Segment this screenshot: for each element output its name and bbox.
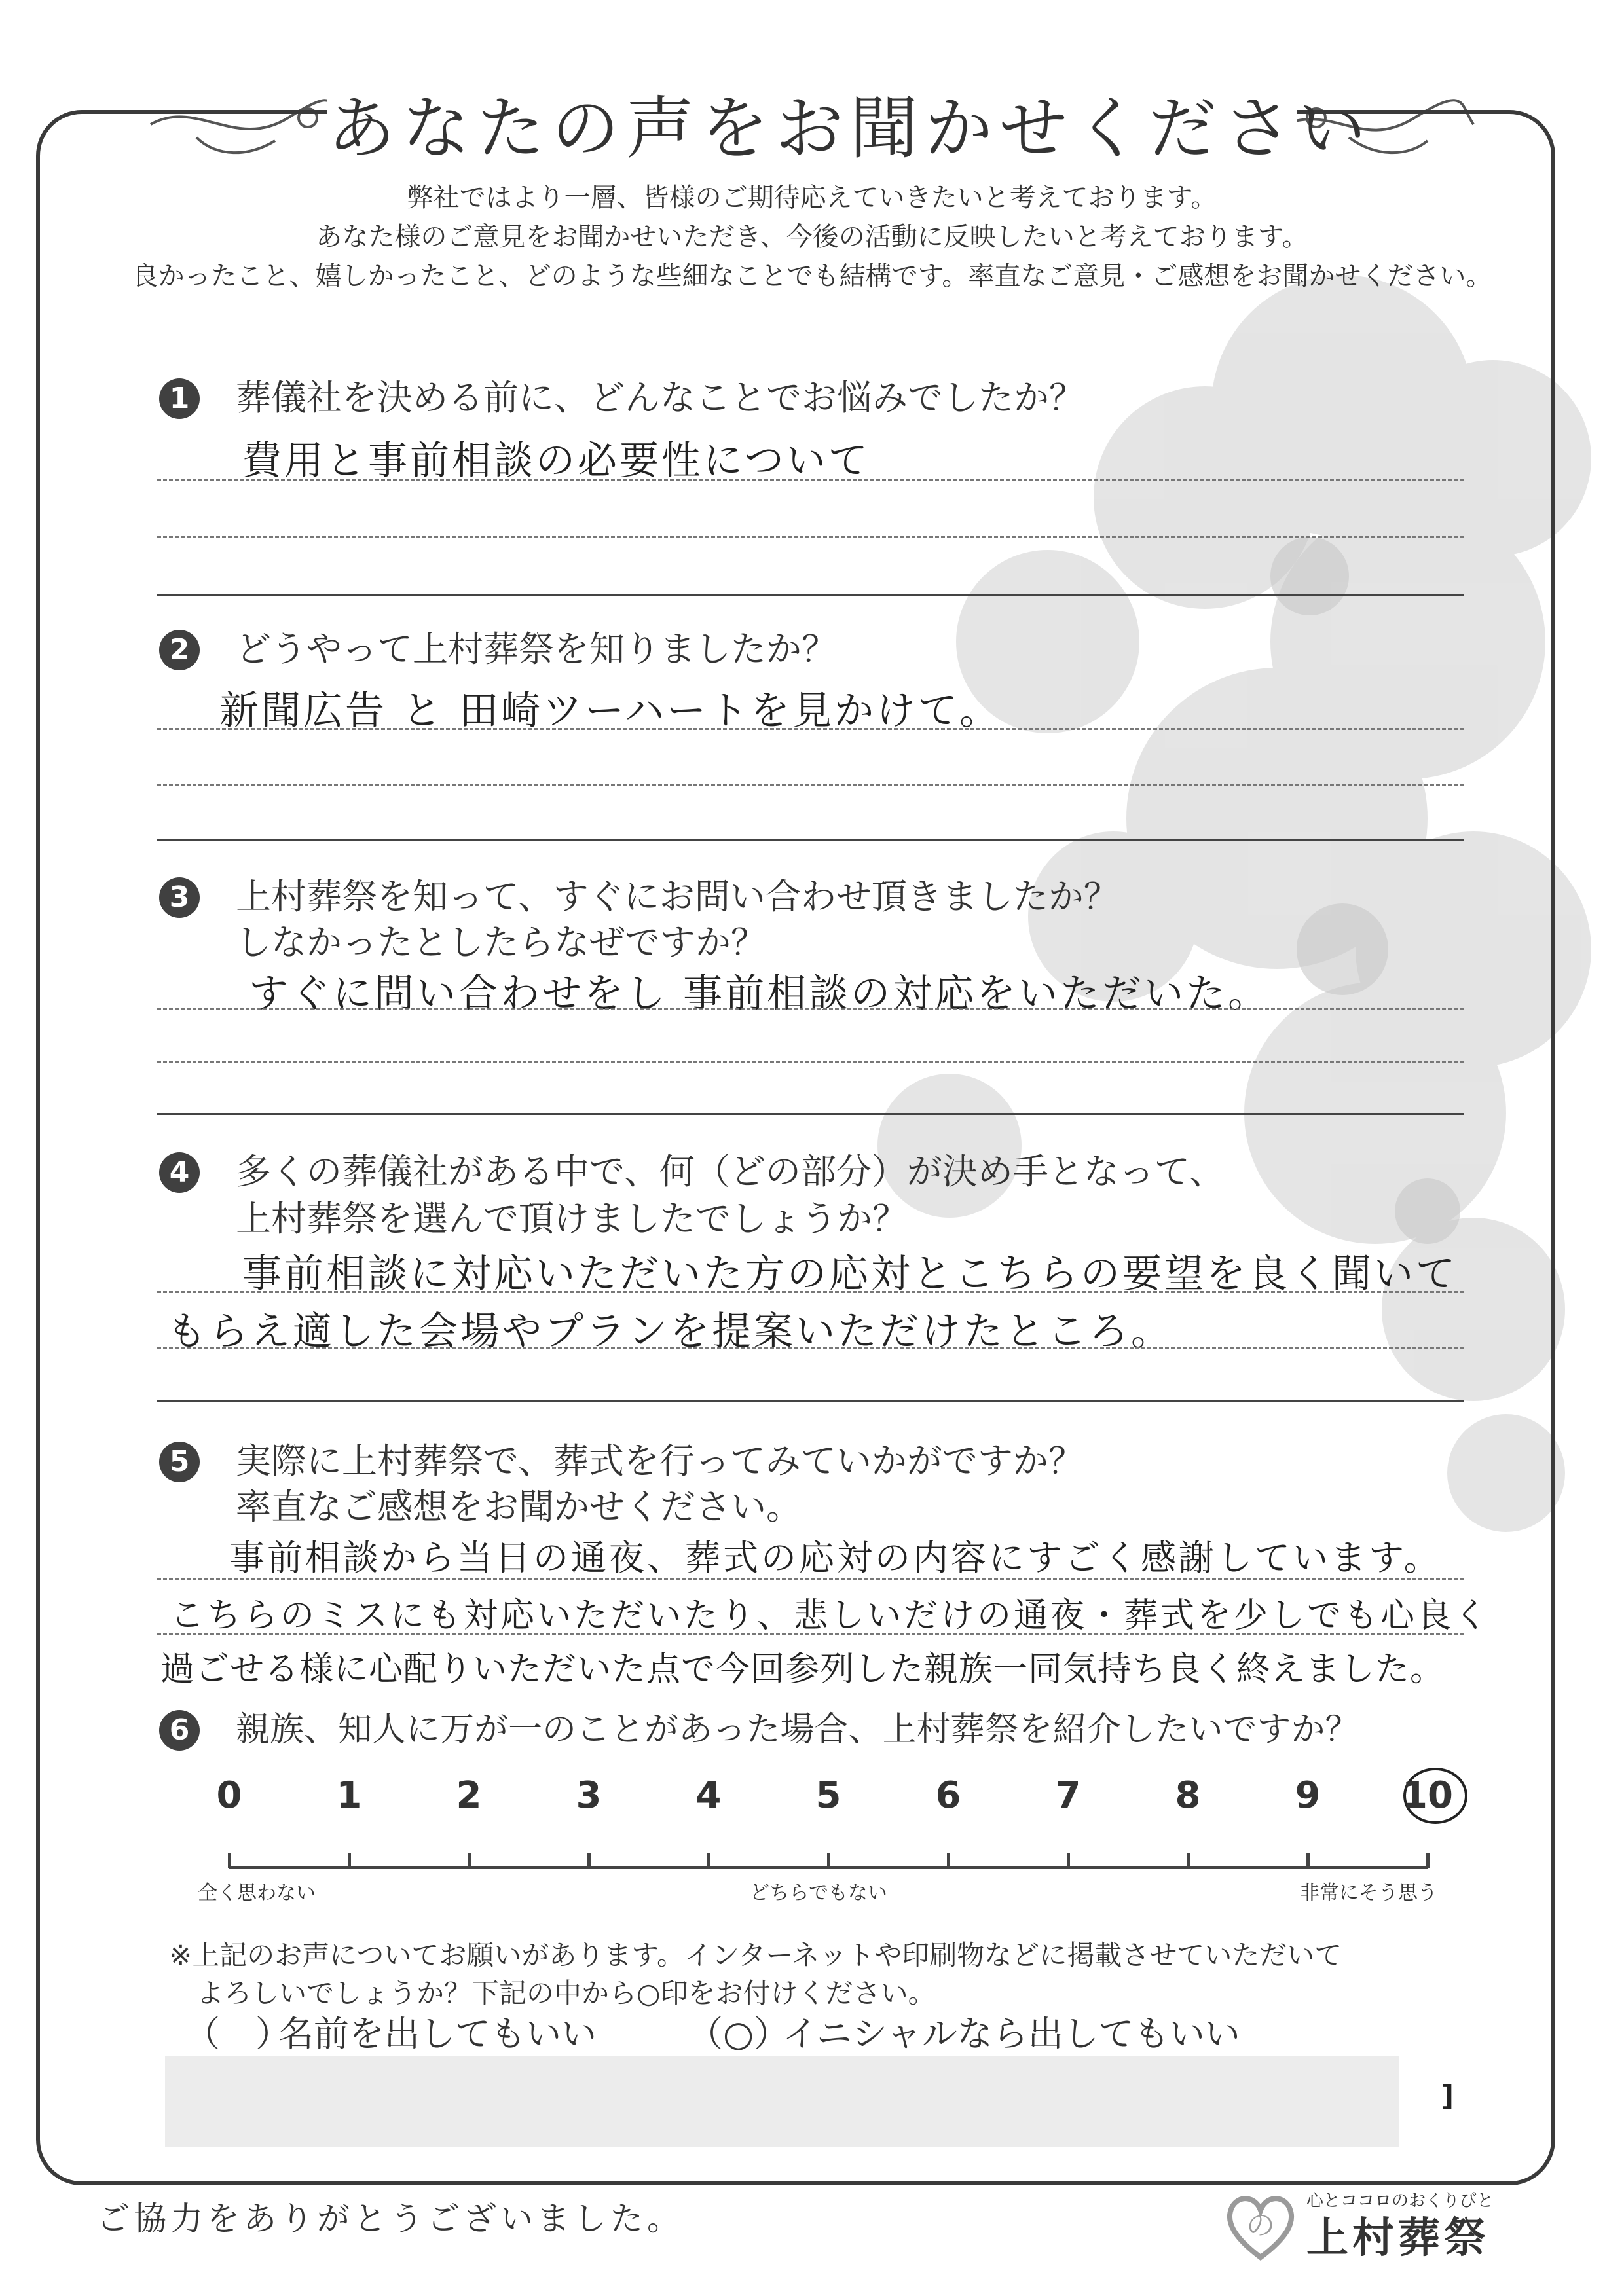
scale-number-2[interactable]: 2 (456, 1774, 482, 1817)
scale-number-5[interactable]: 5 (815, 1774, 841, 1817)
question-number-badge: 3 (159, 877, 200, 918)
scale-tick (827, 1853, 830, 1868)
scale-tick (1426, 1853, 1430, 1868)
question-4-text-line-2: 上村葬祭を選んで頂けましたでしょうか？ (236, 1198, 908, 1239)
scale-number-4[interactable]: 4 (695, 1774, 722, 1817)
answer-line (157, 784, 1464, 786)
brand-tagline: 心とココロのおくりびと (1306, 2191, 1494, 2211)
logo-char: の (1246, 2209, 1275, 2242)
answer-line (157, 1633, 1464, 1635)
question-5-text-line-1: 実際に上村葬祭で、葬式を行ってみていかがですか？ (236, 1440, 1084, 1482)
question-3-text-line-2: しなかったとしたらなぜですか？ (236, 922, 766, 963)
intro-line-1: 弊社ではより一層、皆様のご期待応えていきたいと考えております。 (407, 183, 1217, 213)
page-mark: ] (1441, 2079, 1454, 2113)
section-divider (157, 839, 1464, 841)
option-initial-label: イニシャルなら出してもいい (783, 2013, 1240, 2054)
question-number-badge: 1 (159, 378, 200, 419)
answer-5-text-line-2: こちらのミスにも対応いただいたり、悲しいだけの通夜・葬式を少しでも心良く (170, 1596, 1491, 1635)
answer-line (157, 1061, 1464, 1063)
section-divider (157, 594, 1464, 596)
scale-tick (587, 1853, 591, 1868)
section-divider (157, 1113, 1464, 1115)
answer-line (157, 479, 1464, 481)
consent-note-line-2: よろしいでしょうか？下記の中から○印をお付けください。 (169, 1977, 936, 2009)
heart-logo-icon (1221, 2187, 1300, 2265)
scale-number-8[interactable]: 8 (1175, 1774, 1201, 1817)
scale-label-high: 非常にそう思う (1300, 1882, 1437, 1904)
scale-number-1[interactable]: 1 (336, 1774, 362, 1817)
scale-number-10[interactable]: 10 (1402, 1774, 1453, 1817)
scale-number-7[interactable]: 7 (1055, 1774, 1081, 1817)
scale-label-mid: どちらでもない (750, 1882, 887, 1904)
answer-line (157, 728, 1464, 730)
answer-2-text: 新聞広告 と 田崎ツーハートを見かけて。 (219, 688, 1001, 734)
scale-label-low: 全く思わない (198, 1882, 316, 1904)
answer-line (157, 1347, 1464, 1349)
intro-line-2: あなた様のご意見をお聞かせいただき、今後の活動に反映したいと考えております。 (316, 222, 1308, 252)
option-name-checkbox[interactable]: （ ） (185, 2013, 291, 2054)
answer-line (157, 1291, 1464, 1293)
question-3-text-line-1: 上村葬祭を知って、すぐにお問い合わせ頂きましたか？ (236, 876, 1119, 917)
question-number-badge: 5 (159, 1442, 200, 1482)
question-number-badge: 2 (159, 630, 200, 670)
scale-number-3[interactable]: 3 (576, 1774, 602, 1817)
scale-tick (707, 1853, 710, 1868)
scale-tick (1067, 1853, 1070, 1868)
answer-line (157, 1578, 1464, 1580)
answer-line (157, 1008, 1464, 1010)
scale-tick (348, 1853, 351, 1868)
question-number-badge: 6 (159, 1710, 200, 1751)
question-2-text: どうやって上村葬祭を知りましたか？ (236, 629, 837, 670)
question-6-text: 親族、知人に万が一のことがあった場合、上村葬祭を紹介したいですか？ (236, 1710, 1359, 1749)
scale-tick (1187, 1853, 1190, 1868)
answer-4-text-line-1: 事前相談に対応いただいた方の応対とこちらの要望を良く聞いて (242, 1251, 1458, 1297)
consent-note-line-1: ※上記のお声についてお願いがあります。インターネットや印刷物などに掲載させていただいて (169, 1939, 1342, 1971)
scale-number-9[interactable]: 9 (1295, 1774, 1321, 1817)
answer-4-text-line-2: もらえ適した会場やプランを提案いただけたところ。 (167, 1309, 1173, 1355)
answer-3-text: すぐに問い合わせをし 事前相談の対応をいただいた。 (249, 971, 1270, 1017)
scale-tick (947, 1853, 950, 1868)
section-divider (157, 1400, 1464, 1402)
scale-number-6[interactable]: 6 (935, 1774, 961, 1817)
question-4-text-line-1: 多くの葬儀社がある中で、何（どの部分）が決め手となって、 (236, 1151, 1225, 1192)
answer-line (157, 536, 1464, 538)
scale-number-0[interactable]: 0 (216, 1774, 242, 1817)
answer-5-text-line-1: 事前相談から当日の通夜、葬式の応対の内容にすごく感謝しています。 (229, 1537, 1442, 1578)
scale-tick (1306, 1853, 1310, 1868)
intro-line-3: 良かったこと、嬉しかったこと、どのような些細なことでも結構です。率直なご意見・ご感想をお聞かせください。 (132, 261, 1492, 291)
scale-tick (228, 1853, 231, 1868)
brand-name: 上村葬祭 (1306, 2214, 1490, 2263)
question-number-badge: 4 (159, 1152, 200, 1193)
answer-5-text-line-3: 過ごせる様に心配りいただいた点で今回参列した親族一同気持ち良く終えました。 (160, 1650, 1445, 1689)
option-name-label: 名前を出してもいい (278, 2013, 597, 2054)
redacted-name-area (165, 2056, 1399, 2147)
question-1-text: 葬儀社を決める前に、どんなことでお悩みでしたか？ (236, 377, 1084, 418)
question-5-text-line-2: 率直なご感想をお聞かせください。 (236, 1486, 802, 1527)
scale-tick (468, 1853, 471, 1868)
thanks-message: ご協力をありがとうございました。 (97, 2200, 684, 2238)
answer-1-text: 費用と事前相談の必要性について (242, 438, 870, 484)
option-initial-checkbox[interactable]: （○） (688, 2013, 790, 2054)
page-title: あなたの声をお聞かせください (327, 88, 1373, 168)
